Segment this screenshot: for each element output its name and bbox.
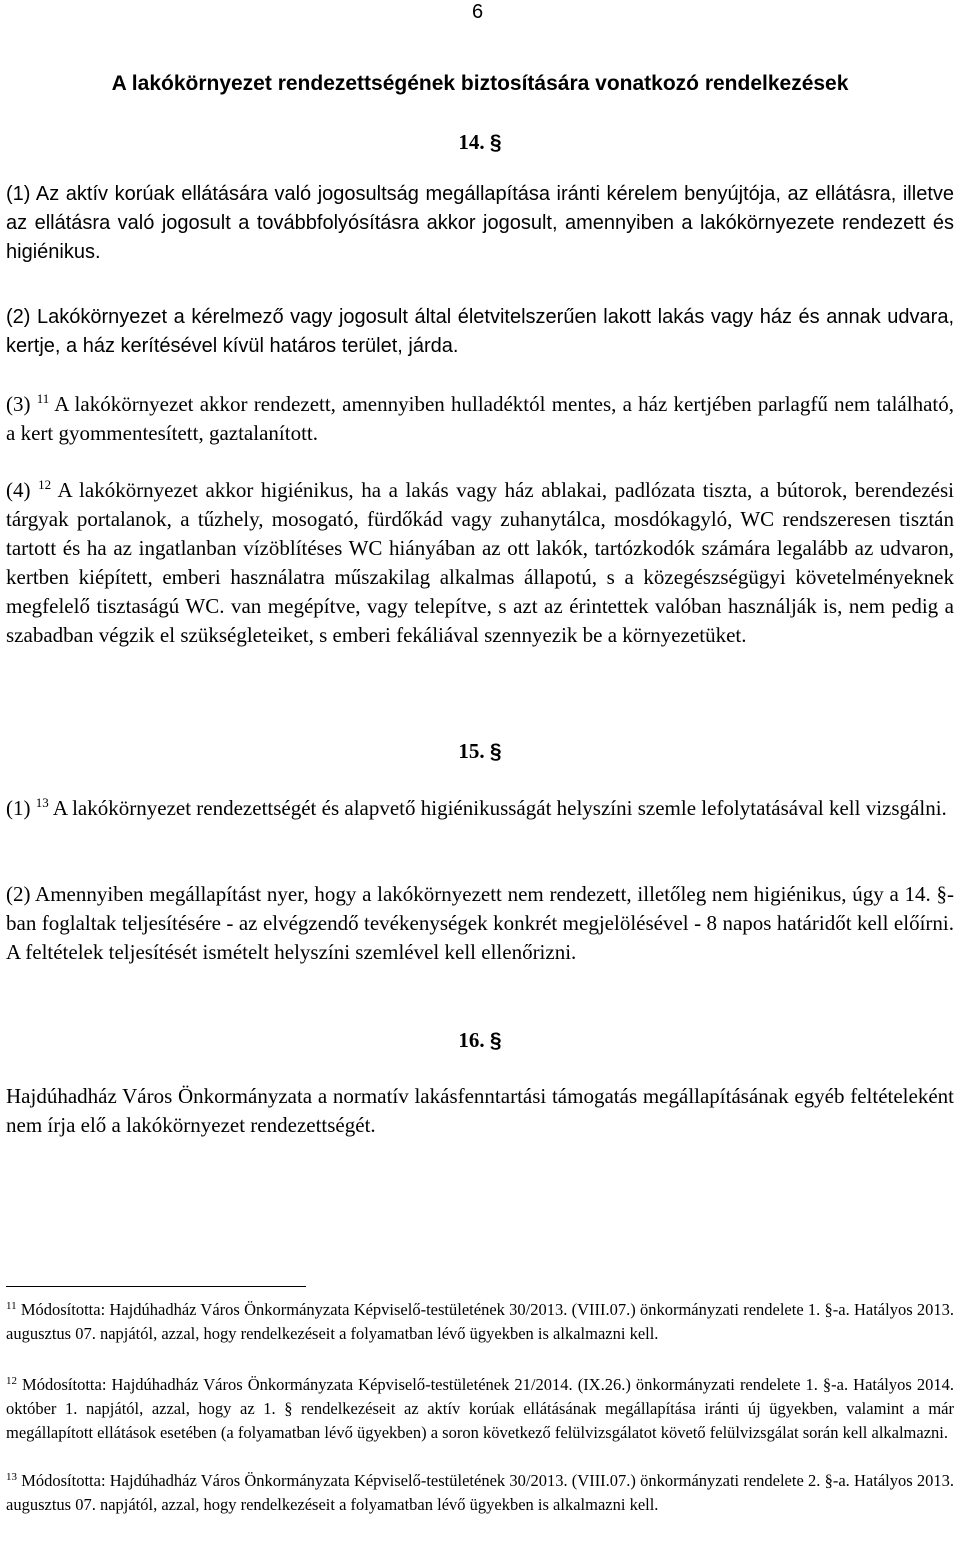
- footnote-12: [6, 1373, 954, 1445]
- footnote-text: Módosította: Hajdúhadház Város Önkormányzata Képviselő-testületének 30/2013. (VIII.07.) önkormányzati rendelete 2. §-a. Hatályos 2013. augusztus 07. napjától, azzal, hogy rendelkezéseit a folyamatban lévő ügyekben is alkalmazni kell.: [6, 1471, 954, 1514]
- section-sign: §: [489, 740, 502, 763]
- footnote-11: [6, 1298, 954, 1346]
- section-heading-14: [0, 128, 960, 157]
- footnote-separator: [6, 1286, 306, 1287]
- section-number: 15.: [458, 739, 485, 763]
- footnote-ref-12: 12: [38, 477, 52, 492]
- section-number: 16.: [458, 1028, 485, 1052]
- section-sign: §: [489, 131, 502, 154]
- paragraph-15-2: (2) Amennyiben megállapítást nyer, hogy a lakókörnyezett nem rendezett, illetőleg nem higiénikus, úgy a 14. §-ban foglaltak teljesítésére - az elvégzendő tevékenységek konkrét megjelölésével - 8 napos határidőt kell előírni. A feltételek teljesítését ismételt helyszíni szemlével kell ellenőrizni.: [6, 882, 954, 964]
- page-title: A lakókörnyezet rendezettségének biztosítására vonatkozó rendelkezések: [111, 72, 849, 95]
- footnote-ref-11: 11: [36, 391, 50, 406]
- section-heading-16: [0, 1026, 960, 1055]
- paragraph-14-2: (2) Lakókörnyezet a kérelmező vagy jogosult által életvitelszerűen lakott lakás vagy ház és annak udvara, kertje, a ház kerítésével kívül határos terület, járda.: [6, 306, 954, 357]
- paragraph-text: A lakókörnyezet rendezettségét és alapvető higiénikusságát helyszíni szemle lefolytatásával kell vizsgálni.: [48, 796, 947, 820]
- section-sign: §: [489, 1029, 502, 1052]
- footnote-13: [6, 1469, 954, 1517]
- page-number: 6: [472, 1, 484, 23]
- footnote-number: 11: [6, 1300, 17, 1312]
- paragraph-14-3: [6, 390, 954, 448]
- paragraph-16: Hajdúhadház Város Önkormányzata a normatív lakásfenntartási támogatás megállapításának egyéb feltételeként nem írja elő a lakókörnyezet rendezettségét.: [6, 1084, 954, 1137]
- footnote-number: 12: [6, 1375, 17, 1387]
- footnote-number: 13: [6, 1471, 17, 1483]
- paragraph-15-1: [6, 794, 954, 823]
- footnote-ref-13: 13: [35, 795, 49, 810]
- section-number: 14.: [458, 130, 485, 154]
- paragraph-prefix: (3): [6, 392, 31, 416]
- paragraph-text: A lakókörnyezet akkor higiénikus, ha a lakás vagy ház ablakai, padlózata tiszta, a bútorok, berendezési tárgyak portalanok, a tűzhely, mosogató, fürdőkád vagy zuhanytálca, mosdókagyló, WC rendszeresen tisztán tartott és ha az ingatlanban vízöblítéses WC hiányában az ott lakók, tartózkodók számára legalább az udvaron, kertben kiépített, emberi használatra műszakilag alkalmas állapotú, s a közegészségügyi követelményeknek megfelelő tisztaságú WC. van megépítve, vagy telepítve, s azt az érintettek valóban használják is, nem pedig a szabadban végzik el szükségleteiket, s emberi fekáliával szennyezik be a környezetüket.: [6, 478, 954, 647]
- footnote-text: Módosította: Hajdúhadház Város Önkormányzata Képviselő-testületének 21/2014. (IX.26.) önkormányzati rendelete 1. §-a. Hatályos 2014. október 1. napjától, azzal, hogy az 1. § rendelkezéseit az aktív korúak ellátásának megállapítása iránti új ügyekben, valamint a már megállapított ellátások esetében (a folyamatban lévő ügyekben) a soron következő felülvizsgálatot követő felülvizsgálat során kell alkalmazni.: [6, 1375, 954, 1442]
- section-heading-15: [0, 737, 960, 766]
- paragraph-14-4: [6, 476, 954, 650]
- footnote-text: Módosította: Hajdúhadház Város Önkormányzata Képviselő-testületének 30/2013. (VIII.07.) önkormányzati rendelete 1. §-a. Hatályos 2013. augusztus 07. napjától, azzal, hogy rendelkezéseit a folyamatban lévő ügyekben is alkalmazni kell.: [6, 1300, 954, 1343]
- paragraph-prefix: (1): [6, 796, 31, 820]
- paragraph-14-1: (1) Az aktív korúak ellátására való jogosultság megállapítása iránti kérelem benyújtója, az ellátásra, illetve az ellátásra való jogosult a továbbfolyósításra akkor jogosult, amennyiben a lakókörnyezete rendezett és higiénikus.: [6, 183, 954, 263]
- paragraph-prefix: (4): [6, 478, 31, 502]
- paragraph-text: A lakókörnyezet akkor rendezett, amennyiben hulladéktól mentes, a ház kertjében parlagfű nem található, a kert gyommentesített, gaztalanított.: [6, 392, 954, 445]
